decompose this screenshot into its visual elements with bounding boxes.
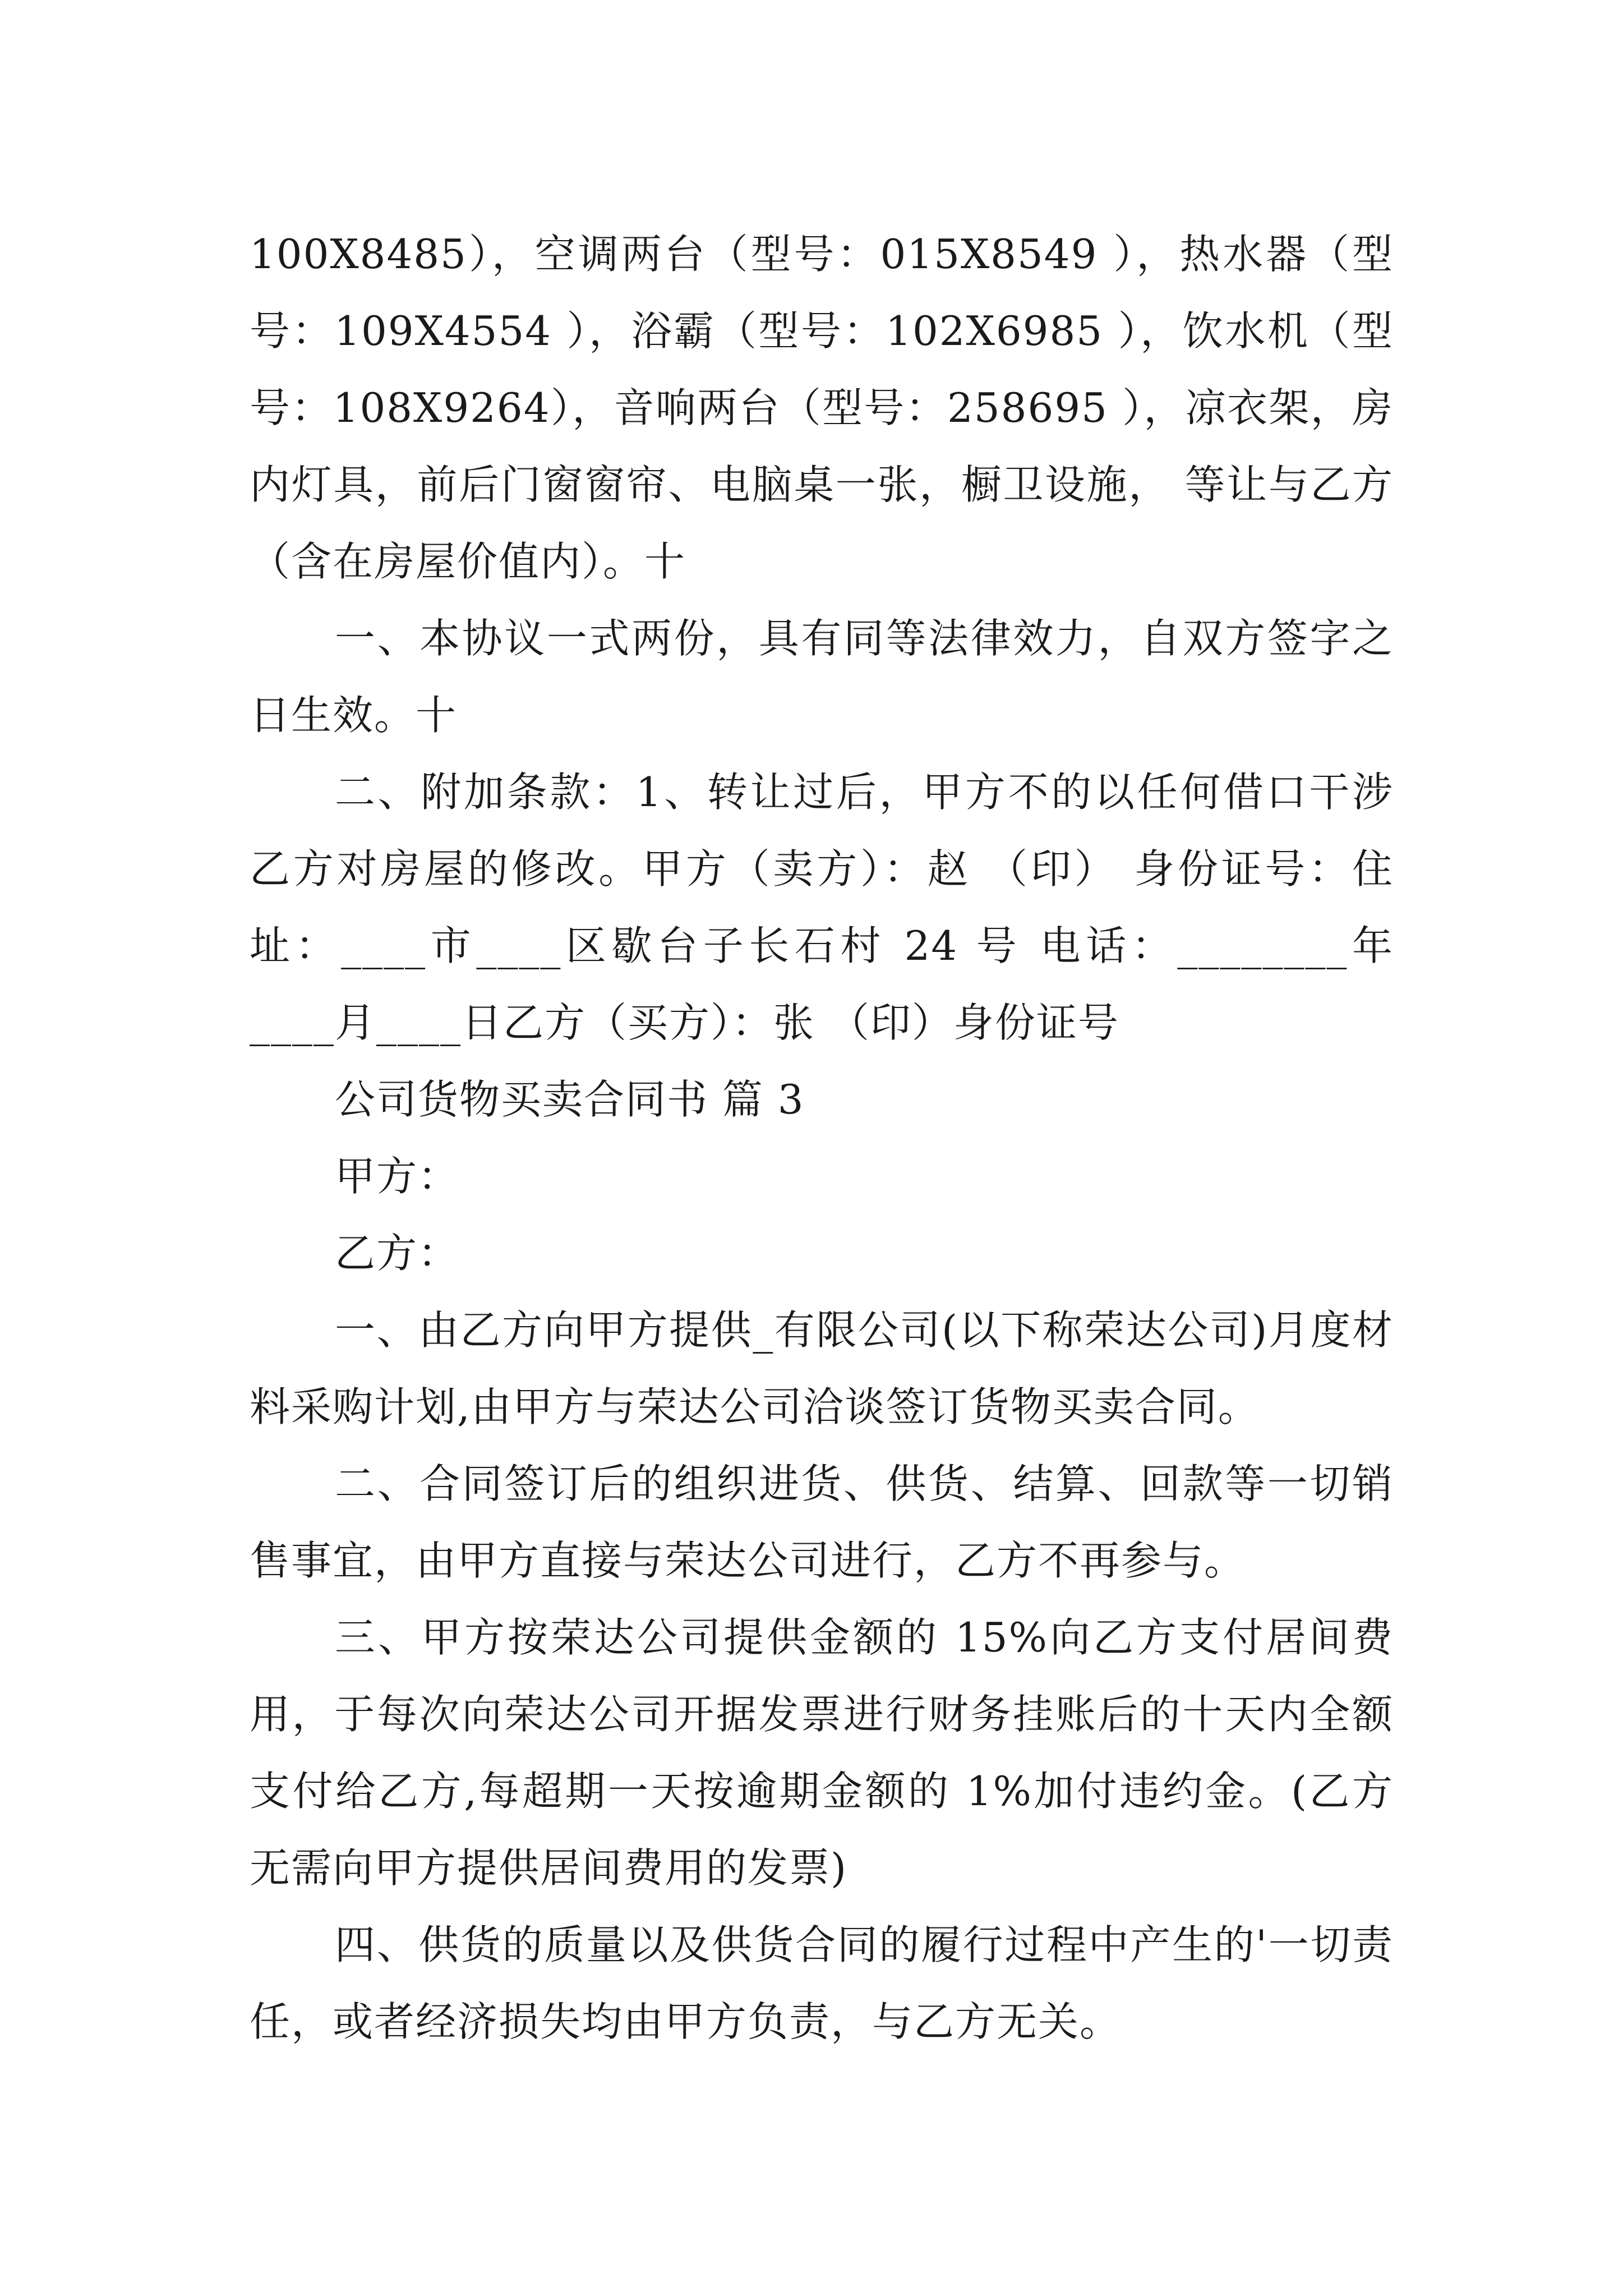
paragraph-clause-four: 四、供货的质量以及供货合同的履行过程中产生的'一切责任，或者经济损失均由甲方负责，与乙方无关。 [250, 1921, 1394, 2045]
party-b-label: 乙方： [335, 1230, 460, 1277]
paragraph-clause-one: 一、由乙方向甲方提供_有限公司(以下称荣达公司)月度材料采购计划,由甲方与荣达公司洽谈签订货物买卖合同。 [250, 1306, 1394, 1430]
party-a-label: 甲方： [335, 1153, 460, 1200]
paragraph-clause-eleven: 一、本协议一式两份，具有同等法律效力，自双方签字之日生效。十 [250, 615, 1394, 739]
paragraph-equipment-list: 100X8485），空调两台（型号：015X8549 ），热水器（型号：109X4554 ），浴霸（型号：102X6985 ），饮水机（型号：108X9264），音响两台（型号：258695 ），凉衣架，房内灯具，前后门窗窗帘、电脑桌一张，橱卫设施， 等让与乙方（含在房屋价值内）。十 [250, 231, 1394, 585]
document-body [250, 216, 1394, 2060]
paragraph-clause-two: 二、合同签订后的组织进货、供货、结算、回款等一切销售事宜，由甲方直接与荣达公司进行，乙方不再参与。 [250, 1460, 1394, 1584]
paragraph-clause-twelve: 二、附加条款：1、转让过后，甲方不的以任何借口干涉乙方对房屋的修改。甲方（卖方）：赵 （印） 身份证号：住址：____市____区歇台子长石村 24 号 电话：________年____月____日乙方（买方）：张 （印）身份证号 [250, 769, 1394, 1046]
paragraph-clause-three: 三、甲方按荣达公司提供金额的 15%向乙方支付居间费用，于每次向荣达公司开据发票进行财务挂账后的十天内全额支付给乙方,每超期一天按逾期金额的 1%加付违约金。(乙方无需向甲方提供居间费用的发票) [250, 1614, 1394, 1892]
section-heading: 公司货物买卖合同书 篇 3 [335, 1076, 805, 1123]
